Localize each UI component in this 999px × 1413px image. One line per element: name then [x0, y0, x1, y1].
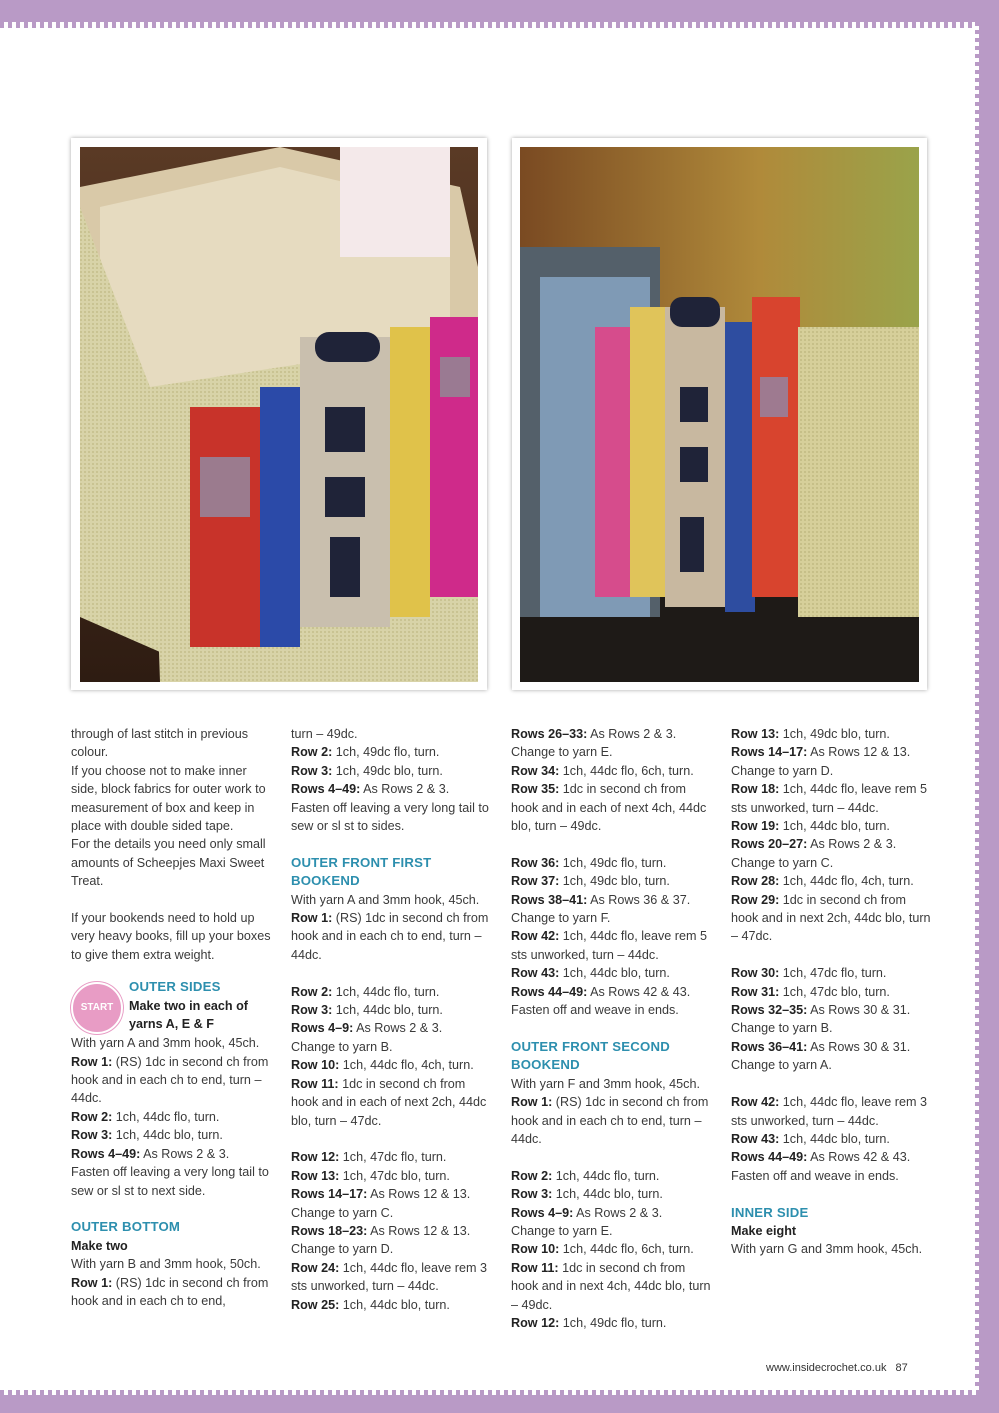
instruction-row: Row 10: 1ch, 44dc flo, 6ch, turn.: [511, 1242, 694, 1257]
instruction-row: Row 3: 1ch, 44dc blo, turn.: [511, 1187, 663, 1202]
instruction-row: Row 30: 1ch, 47dc flo, turn.: [731, 966, 887, 981]
page-border-scallop-top: [0, 22, 979, 28]
instruction: Fasten off and weave in ends.: [731, 1168, 899, 1183]
instruction: Change to yarn A.: [731, 1058, 832, 1073]
instruction-row: Row 43: 1ch, 44dc blo, turn.: [731, 1131, 890, 1146]
instruction-row: Row 3: 1ch, 44dc blo, turn.: [71, 1128, 223, 1143]
basket-illustration: [80, 147, 478, 682]
instruction: Fasten off leaving a very long tail to sew or sl st to next side.: [71, 1165, 269, 1198]
instruction: With yarn A and 3mm hook, 45ch.: [291, 892, 480, 907]
bookend-illustration: [520, 147, 919, 682]
instruction: Change to yarn C.: [291, 1205, 394, 1220]
section-heading: OUTER SIDES: [129, 979, 221, 995]
instruction: Fasten off and weave in ends.: [511, 1003, 679, 1018]
instruction-row: Row 42: 1ch, 44dc flo, leave rem 5 sts unworked, turn – 44dc.: [511, 929, 708, 962]
section-heading: OUTER FRONT SECOND BOOKEND: [511, 1038, 670, 1073]
section-heading: INNER SIDE: [731, 1204, 809, 1220]
section-heading: OUTER FRONT FIRST BOOKEND: [291, 854, 432, 889]
instruction: With yarn A and 3mm hook, 45ch.: [71, 1036, 260, 1051]
instruction: turn – 49dc.: [291, 727, 358, 741]
instruction-row: Rows 14–17: As Rows 12 & 13.: [291, 1187, 471, 1202]
instruction-row: Row 2: 1ch, 44dc flo, turn.: [291, 984, 440, 999]
instruction-row: Row 10: 1ch, 44dc flo, 4ch, turn.: [291, 1058, 474, 1073]
instruction-row: Rows 4–9: As Rows 2 & 3.: [291, 1021, 443, 1036]
instruction: Change to yarn B.: [291, 1039, 393, 1054]
instruction-row: Row 28: 1ch, 44dc flo, 4ch, turn.: [731, 874, 914, 889]
page-number: 87: [895, 1362, 908, 1374]
instruction-row: Rows 4–49: As Rows 2 & 3.: [71, 1146, 230, 1161]
instruction-row: Row 12: 1ch, 49dc flo, turn.: [511, 1315, 667, 1330]
instruction-row: Row 37: 1ch, 49dc blo, turn.: [511, 874, 670, 889]
instruction-row: Rows 14–17: As Rows 12 & 13.: [731, 745, 911, 760]
section-subheading: Make eight: [731, 1223, 797, 1238]
instruction-row: Row 42: 1ch, 44dc flo, leave rem 3 sts unworked, turn – 44dc.: [731, 1095, 928, 1128]
section-subheading: Make two: [71, 1238, 128, 1253]
page-border-scallop-right: [975, 22, 979, 1395]
text-column-4: [731, 725, 933, 1259]
instruction: With yarn F and 3mm hook, 45ch.: [511, 1076, 700, 1091]
paragraph: If your bookends need to hold up very heavy books, fill up your boxes to give them extra weight.: [71, 911, 271, 962]
instruction-row: Rows 20–27: As Rows 2 & 3.: [731, 837, 897, 852]
instruction-row: Row 2: 1ch, 49dc flo, turn.: [291, 745, 440, 760]
instruction-row: Row 43: 1ch, 44dc blo, turn.: [511, 966, 670, 981]
instruction: With yarn B and 3mm hook, 50ch.: [71, 1257, 261, 1272]
paragraph: For the details you need only small amounts of Scheepjes Maxi Sweet Treat.: [71, 837, 266, 889]
text-column-1: [71, 725, 273, 1310]
instruction-row: Row 24: 1ch, 44dc flo, leave rem 3 sts unworked, turn – 44dc.: [291, 1260, 488, 1294]
section-subheading: Make two in each of yarns A, E & F: [129, 998, 248, 1032]
page-border-scallop-bottom: [0, 1390, 979, 1395]
instruction-row: Row 3: 1ch, 44dc blo, turn.: [291, 1003, 443, 1018]
instruction: Change to yarn E.: [511, 1223, 613, 1238]
instruction-row: Rows 44–49: As Rows 42 & 43.: [511, 984, 691, 999]
photo-crochet-bookend: [520, 147, 919, 682]
instruction-row: Rows 26–33: As Rows 2 & 3.: [511, 727, 677, 741]
instruction-row: Row 3: 1ch, 49dc blo, turn.: [291, 763, 443, 778]
outer-sides-header: [71, 978, 273, 1034]
instruction-row: Row 2: 1ch, 44dc flo, turn.: [511, 1168, 660, 1183]
instruction: Fasten off leaving a very long tail to sew or sl st to sides.: [291, 800, 489, 834]
instruction-row: Row 2: 1ch, 44dc flo, turn.: [71, 1109, 220, 1124]
page-border-top: [0, 0, 999, 22]
instruction: With yarn G and 3mm hook, 45ch.: [731, 1242, 923, 1257]
text-column-3: [511, 725, 713, 1332]
photo-crochet-basket: [80, 147, 478, 682]
instruction-row: Row 11: 1dc in second ch from hook and in next 4ch, 44dc blo, turn – 49dc.: [511, 1260, 711, 1312]
instruction-row: Rows 4–49: As Rows 2 & 3.: [291, 782, 450, 797]
footer-url[interactable]: www.insidecrochet.co.uk: [766, 1362, 887, 1374]
instruction-row: Row 1: (RS) 1dc in second ch from hook and in each ch to end, turn – 44dc.: [71, 1054, 269, 1106]
instruction-row: Row 18: 1ch, 44dc flo, leave rem 5 sts unworked, turn – 44dc.: [731, 782, 928, 815]
instruction-row: Rows 38–41: As Rows 36 & 37.: [511, 892, 691, 907]
paragraph: through of last stitch in previous colour.: [71, 727, 249, 760]
instruction-row: Row 19: 1ch, 44dc blo, turn.: [731, 819, 890, 834]
instruction-row: Row 29: 1dc in second ch from hook and in next 2ch, 44dc blo, turn – 47dc.: [731, 892, 931, 944]
page-border-right: [979, 0, 999, 1413]
photo-frame-bookend: [512, 138, 927, 690]
instruction-row: Row 35: 1dc in second ch from hook and in each of next 4ch, 44dc blo, turn – 49dc.: [511, 782, 707, 834]
instruction-row: Row 13: 1ch, 49dc blo, turn.: [731, 727, 890, 741]
instruction-row: Rows 4–9: As Rows 2 & 3.: [511, 1205, 663, 1220]
photo-frame-basket: [71, 138, 487, 690]
instruction-row: Row 36: 1ch, 49dc flo, turn.: [511, 855, 667, 870]
instruction-row: Row 1: (RS) 1dc in second ch from hook and in each ch to end, turn – 44dc.: [291, 911, 489, 962]
instruction-row: Rows 36–41: As Rows 30 & 31.: [731, 1039, 911, 1054]
instruction-row: Row 25: 1ch, 44dc blo, turn.: [291, 1297, 450, 1312]
instruction: Change to yarn D.: [291, 1242, 394, 1257]
instruction-row: Rows 44–49: As Rows 42 & 43.: [731, 1150, 911, 1165]
instruction-row: Row 34: 1ch, 44dc flo, 6ch, turn.: [511, 763, 694, 778]
instruction-row: Row 11: 1dc in second ch from hook and in each of next 2ch, 44dc blo, turn – 47dc.: [291, 1076, 487, 1128]
instruction: Change to yarn F.: [511, 911, 611, 926]
instruction: Change to yarn C.: [731, 855, 834, 870]
instruction: Change to yarn B.: [731, 1021, 833, 1036]
instruction: Change to yarn D.: [731, 763, 834, 778]
page-footer: [766, 1362, 908, 1374]
instruction-row: Row 12: 1ch, 47dc flo, turn.: [291, 1150, 447, 1165]
instruction-row: Row 31: 1ch, 47dc blo, turn.: [731, 984, 890, 999]
instruction-row: Rows 32–35: As Rows 30 & 31.: [731, 1003, 911, 1018]
instruction-row: Rows 18–23: As Rows 12 & 13.: [291, 1223, 471, 1238]
text-column-2: [291, 725, 493, 1314]
start-badge: START: [71, 982, 123, 1034]
instruction: Change to yarn E.: [511, 745, 613, 760]
instruction-row: Row 1: (RS) 1dc in second ch from hook and in each ch to end, turn – 44dc.: [511, 1095, 709, 1146]
instruction-row: Row 1: (RS) 1dc in second ch from hook and in each ch to end,: [71, 1275, 269, 1308]
instruction-row: Row 13: 1ch, 47dc blo, turn.: [291, 1168, 450, 1183]
paragraph: If you choose not to make inner side, block fabrics for outer work to measurement of box and keep in place with double sided tape.: [71, 763, 266, 834]
section-heading: OUTER BOTTOM: [71, 1219, 181, 1235]
page-border-bottom: [0, 1395, 999, 1413]
